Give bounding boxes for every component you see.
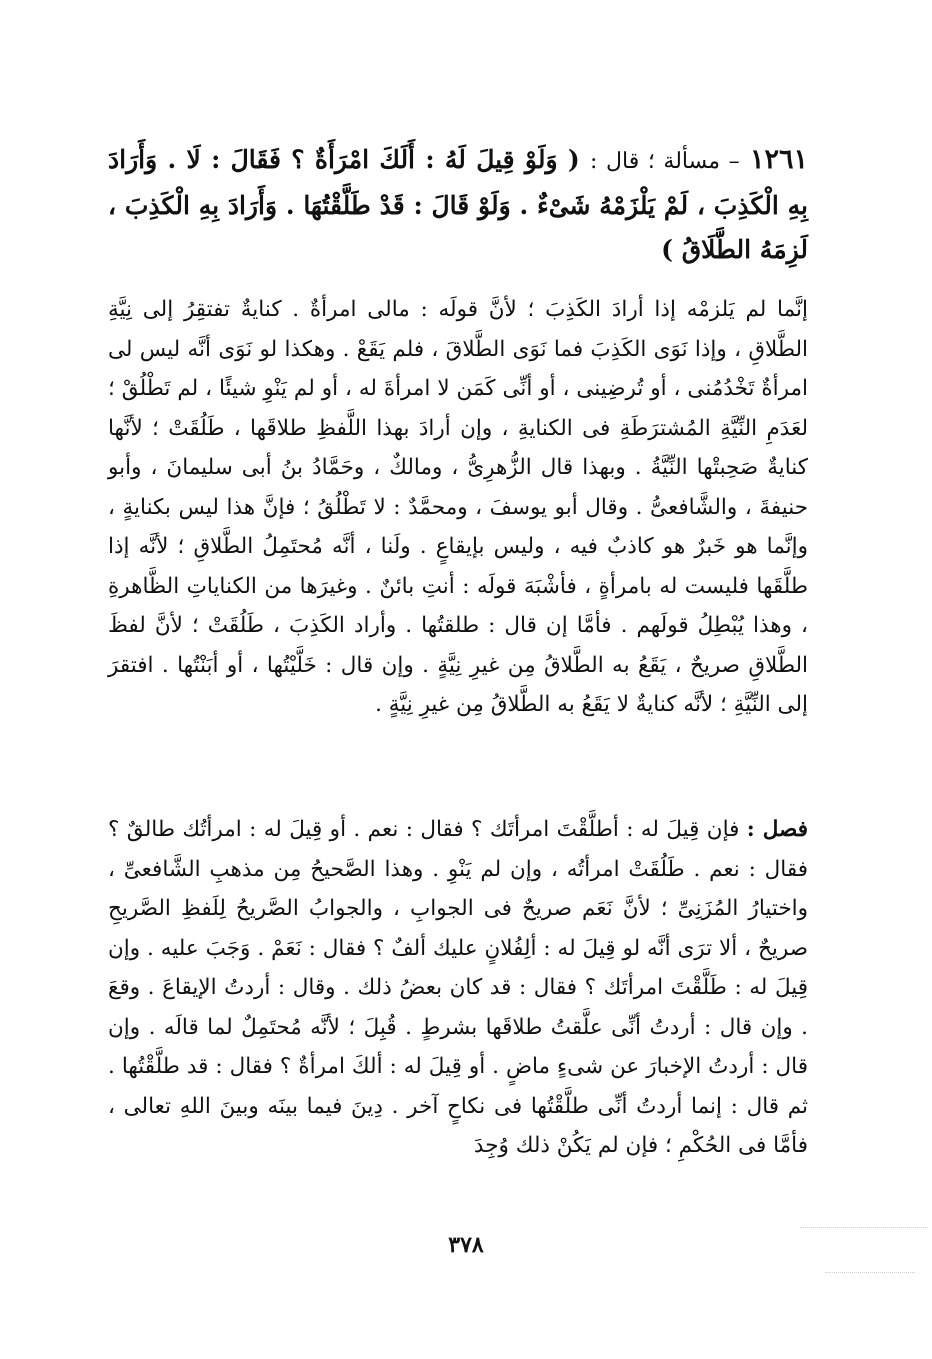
fasl-paragraph (108, 810, 808, 1166)
masala-number: ١٢٦١ (749, 144, 808, 175)
masala-intro: – مسألة ؛ قال : (590, 149, 740, 174)
scan-artifact-line (800, 1227, 928, 1229)
scan-artifact-line (825, 1272, 915, 1274)
commentary-paragraph: إنَّما لم يَلزمْه إذا أرادَ الكَذِبَ ؛ لأنَّ قولَه : مالى امرأةٌ . كنايةٌ تفتقِرُ إلى نِيَّةِ الطَّلاقِ ، وإذا نَوَى الكَذِبَ فما نَوَى الطَّلاقَ ، فلم يَقَعْ . وهكذا لو نَوَى أنَّه ليس لى امرأةٌ تَخْدُمُنى ، أو تُرضِينى ، أو أنِّى كَمَن لا امرأةَ له ، أو لم يَنْوِ شيئًا ، لم تَطْلُقْ ؛ لعَدَمِ النِّيَّةِ المُشترَطَةِ فى الكنايةِ ، وإن أرادَ بهذا اللَّفظِ طلاقَها ، طَلُقَتْ ؛ لأنَّها كنايةٌ صَحِبتْها النِّيَّةُ . وبهذا قال الزُّهرِىُّ ، ومالكٌ ، وحَمَّادُ بنُ أبى سليمانَ ، وأبو حنيفةَ ، والشَّافعىُّ . وقال أبو يوسفَ ، ومحمَّدٌ : لا تَطْلُقُ ؛ فإنَّ هذا ليس بكنايةٍ ، وإنَّما هو خَبرٌ هو كاذبٌ فيه ، وليس بإيقاعٍ . ولَنا ، أنَّه مُحتَمِلُ الطَّلاقِ ؛ لأنَّه إذا طلَّقَها فليست له بامرأةٍ ، فأشْبَهَ قولَه : أنتِ بائنٌ . وغيرَها من الكناياتِ الظَّاهرةِ ، وهذا يُبْطِلُ قولَهم . فأمَّا إن قال : طلقتُها . وأراد الكَذِبَ ، طَلُقَتْ ؛ لأنَّ لفظَ الطَّلاقِ صريحٌ ، يَقَعُ به الطَّلاقُ مِن غيرِ نِيَّةٍ . وإن قال : خَلَّيْتُها ، أو أبَنْتُها . افتقرَ إلى النِّيَّةِ ؛ لأنَّه كنايةٌ لا يَقَعُ به الطَّلاقُ مِن غيرِ نِيَّةٍ . (108, 297, 808, 717)
masala-paragraph (108, 138, 808, 272)
masala-text: ( وَلَوْ قِيلَ لَهُ : أَلَكَ امْرَأَةٌ ؟ فَقَالَ : لَا . وَأَرَادَ بِهِ الْكَذِبَ ، لَمْ يَلْزَمْهُ شَىْءٌ . وَلَوْ قَالَ : قَدْ طَلَّقْتُهَا . وَأَرَادَ بِهِ الْكَذِبَ ، لَزِمَهُ الطَّلَاقُ ) (108, 145, 808, 264)
page-number: ٣٧٨ (448, 1232, 484, 1258)
fasl-heading: فصل : (746, 817, 808, 842)
fasl-text: فإن قِيلَ له : أطلَّقْتَ امرأتَك ؟ فقال : نعم . أو قِيلَ له : امرأتُك طالقٌ ؟ فقال : نعم . طَلُقَتْ امرأتُه ، وإن لم يَنْوِ . وهذا الصَّحيحُ مِن مذهبِ الشَّافعىِّ ، واختيارُ المُزَنِىِّ ؛ لأنَّ نَعَم صريحٌ فى الجوابِ ، والجوابُ الصَّريحُ لِلَفظِ الصَّريحِ صريحٌ ، ألا ترَى أنَّه لو قِيلَ له : ألِفُلانٍ عليك ألفٌ ؟ فقال : نَعَمْ . وَجَبَ عليه . وإن قِيلَ له : طَلَّقْتَ امرأتَك ؟ فقال : قد كان بعضُ ذلك . وقال : أردتُ الإيقاعَ . وقعَ . وإن قال : أردتُ أنِّى علَّقتُ طلاقَها بشرطٍ . قُبِلَ ؛ لأنَّه مُحتَمِلٌ لما قالَه . وإن قال : أردتُ الإخبارَ عن شىءٍ ماضٍ . أو قِيلَ له : ألكَ امرأةٌ ؟ فقال : قد طلَّقْتُها . ثم قال : إنما أردتُ أنِّى طلَّقْتُها فى نكاحٍ آخر . دِينَ فيما بينَه وبينَ اللهِ تعالى ، فأمَّا فى الحُكْمِ ؛ فإن لم يَكُنْ ذلك وُجِدَ (108, 817, 809, 1158)
